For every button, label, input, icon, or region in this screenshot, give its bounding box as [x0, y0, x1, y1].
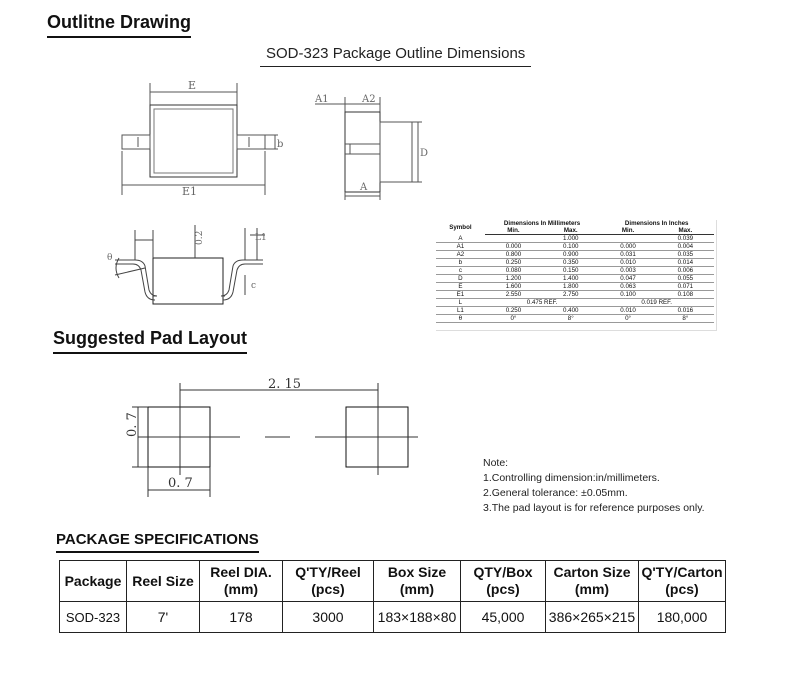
dimension-in-max: 0.071	[657, 283, 714, 291]
dimension-row	[436, 283, 714, 291]
specs-header-line: QTY/Box	[473, 564, 533, 580]
package-specs-table	[59, 560, 726, 633]
specs-header-line: (pcs)	[486, 581, 520, 597]
label-pad-height: 0. 7	[125, 412, 140, 437]
label-A2: A2	[362, 94, 376, 105]
label-L1: L1	[255, 233, 267, 243]
dimension-in-max: 0.035	[657, 251, 714, 259]
dimension-in-min: 0.100	[599, 291, 656, 299]
label-pad-width: 0. 7	[168, 476, 193, 491]
in-header: Dimensions In Inches	[624, 220, 689, 227]
dimension-in-min: 0°	[599, 315, 656, 323]
dimension-in-min: 0.010	[599, 307, 656, 315]
dimension-mm-ref: 0.475 REF.	[485, 299, 600, 307]
mm-min-header: Min.	[485, 227, 542, 235]
dimension-row	[436, 315, 714, 323]
side-view-drawing	[310, 92, 430, 202]
dimension-in-max: 0.014	[657, 259, 714, 267]
dimension-in-min	[599, 235, 656, 243]
dimension-symbol: A1	[436, 243, 485, 251]
specs-value-cell: 180,000	[639, 602, 726, 633]
dimension-row	[436, 235, 714, 243]
note-item-3: 3.The pad layout is for reference purposes only.	[483, 502, 705, 514]
dimension-symbol: L1	[436, 307, 485, 315]
dimension-mm-max: 1.000	[542, 235, 599, 243]
specs-header-line: Reel Size	[132, 572, 194, 589]
specs-header-cell	[283, 561, 374, 602]
dimension-in-min: 0.010	[599, 259, 656, 267]
specs-header-cell	[374, 561, 461, 602]
specs-value-cell: 7'	[127, 602, 200, 633]
label-A1: A1	[315, 94, 329, 105]
pad-layout-heading: Suggested Pad Layout	[53, 328, 247, 354]
specs-header-cell	[461, 561, 546, 602]
specs-header-line: Box Size	[387, 564, 447, 580]
specs-header-line: (mm)	[223, 581, 259, 597]
label-b: b	[277, 139, 284, 150]
dimension-mm-max: 1.400	[542, 275, 599, 283]
in-min-header: Min.	[599, 227, 656, 235]
dimension-mm-max: 8°	[542, 315, 599, 323]
dimension-symbol: A	[436, 235, 485, 243]
dimension-mm-min: 1.200	[485, 275, 542, 283]
specs-header-cell	[200, 561, 283, 602]
dimension-row	[436, 299, 714, 307]
specs-header-line: (mm)	[399, 581, 435, 597]
specs-header-cell	[546, 561, 639, 602]
label-E: E	[188, 79, 197, 92]
dimension-in-ref: 0.019 REF.	[599, 299, 714, 307]
label-E1: E1	[182, 185, 198, 198]
dimension-symbol: c	[436, 267, 485, 275]
specs-value-cell: 3000	[283, 602, 374, 633]
label-D: D	[420, 148, 429, 159]
dimension-mm-max: 0.400	[542, 307, 599, 315]
specs-header-cell	[639, 561, 726, 602]
dimensions-table	[436, 220, 714, 323]
top-view-drawing	[110, 75, 290, 200]
specs-header-line: Package	[64, 572, 122, 589]
dimension-mm-min: 0.080	[485, 267, 542, 275]
specs-value-cell: 183×188×80	[374, 602, 461, 633]
label-gauge: 0.2	[195, 230, 205, 245]
dimension-mm-max: 1.800	[542, 283, 599, 291]
notes-title: Note:	[483, 457, 509, 469]
dimension-row	[436, 291, 714, 299]
dimension-mm-max: 0.100	[542, 243, 599, 251]
specs-header-line: (pcs)	[311, 581, 345, 597]
specs-header-line: Q'TY/Carton	[641, 564, 723, 580]
label-span: 2. 15	[268, 377, 302, 392]
dimensions-table-container	[436, 220, 717, 331]
label-theta: θ	[107, 253, 113, 263]
dimension-symbol: E	[436, 283, 485, 291]
dimension-row	[436, 251, 714, 259]
specs-header-line: (pcs)	[665, 581, 699, 597]
outline-drawing-heading: Outlitne Drawing	[47, 12, 191, 38]
dimension-row	[436, 307, 714, 315]
dimension-mm-min	[485, 235, 542, 243]
dimension-in-max: 0.055	[657, 275, 714, 283]
dimension-row	[436, 275, 714, 283]
dimension-symbol: D	[436, 275, 485, 283]
specs-header-cell	[127, 561, 200, 602]
dimension-mm-max: 0.350	[542, 259, 599, 267]
dimension-in-max: 8°	[657, 315, 714, 323]
dimension-mm-min: 0.800	[485, 251, 542, 259]
outline-title: SOD-323 Package Outline Dimensions	[260, 45, 531, 67]
specs-header-cell	[60, 561, 127, 602]
dimension-mm-max: 0.900	[542, 251, 599, 259]
note-item-1: 1.Controlling dimension:in/millimeters.	[483, 472, 660, 484]
specs-value-cell: SOD-323	[60, 602, 127, 633]
mm-max-header: Max.	[542, 227, 599, 235]
in-max-header: Max.	[657, 227, 714, 235]
label-A: A	[360, 182, 368, 193]
dimension-mm-min: 0.250	[485, 259, 542, 267]
front-view-drawing	[105, 220, 275, 310]
specs-value-cell: 178	[200, 602, 283, 633]
specs-header-line: Reel DIA.	[210, 564, 272, 580]
dimension-in-min: 0.063	[599, 283, 656, 291]
specs-header-line: Q'TY/Reel	[295, 564, 361, 580]
dimension-mm-min: 0°	[485, 315, 542, 323]
dimension-symbol: θ	[436, 315, 485, 323]
specs-value-cell: 386×265×215	[546, 602, 639, 633]
specs-header-line: Carton Size	[553, 564, 631, 580]
dimension-mm-max: 0.150	[542, 267, 599, 275]
dimension-row	[436, 267, 714, 275]
label-c: c	[251, 281, 257, 291]
notes	[483, 456, 705, 516]
dimension-mm-min: 2.550	[485, 291, 542, 299]
dimension-in-min: 0.031	[599, 251, 656, 259]
dimension-symbol: b	[436, 259, 485, 267]
dimension-in-max: 0.016	[657, 307, 714, 315]
package-specs-heading: PACKAGE SPECIFICATIONS	[56, 531, 259, 553]
dimension-mm-min: 0.250	[485, 307, 542, 315]
dimension-symbol: A2	[436, 251, 485, 259]
dimension-in-max: 0.004	[657, 243, 714, 251]
dimension-mm-max: 2.750	[542, 291, 599, 299]
dimension-mm-min: 1.600	[485, 283, 542, 291]
dimension-in-max: 0.006	[657, 267, 714, 275]
symbol-header: Symbol	[449, 223, 472, 231]
dimension-in-min: 0.047	[599, 275, 656, 283]
dimension-symbol: L	[436, 299, 485, 307]
dimension-in-min: 0.000	[599, 243, 656, 251]
dimension-in-max: 0.108	[657, 291, 714, 299]
mm-header: Dimensions In Millimeters	[503, 220, 581, 227]
note-item-2: 2.General tolerance: ±0.05mm.	[483, 487, 628, 499]
dimension-mm-min: 0.000	[485, 243, 542, 251]
dimension-in-min: 0.003	[599, 267, 656, 275]
dimension-row	[436, 243, 714, 251]
dimension-symbol: E1	[436, 291, 485, 299]
pad-layout-drawing	[110, 375, 430, 500]
dimension-in-max: 0.039	[657, 235, 714, 243]
specs-value-cell: 45,000	[461, 602, 546, 633]
dimension-row	[436, 259, 714, 267]
specs-header-line: (mm)	[574, 581, 610, 597]
